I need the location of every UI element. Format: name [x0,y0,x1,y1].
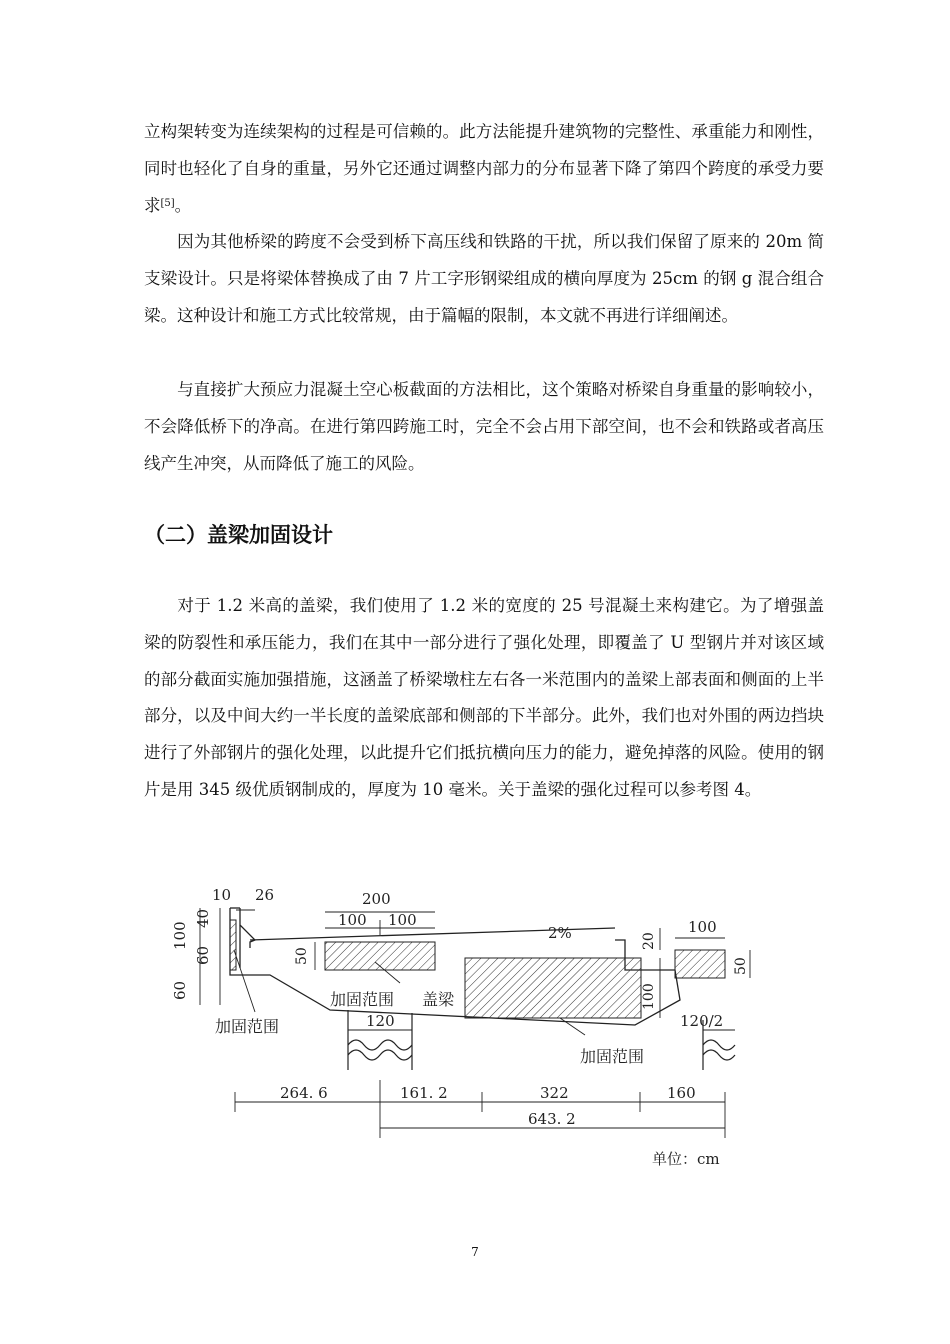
dim-100-left: 100 [171,921,189,950]
dim-10: 10 [212,886,232,904]
section-heading: （二）盖梁加固设计 [144,523,333,547]
label-cap-beam: 盖梁 [422,990,455,1009]
dim-120: 120 [366,1012,395,1030]
dim-100-b: 100 [388,911,417,929]
dim-161: 161. 2 [400,1084,448,1102]
reinforce-right-block [675,950,725,978]
dim-40: 40 [194,908,212,928]
dim-100-mid: 100 [641,983,657,1010]
label-reinforce-bottom: 加固范围 [580,1047,645,1066]
label-unit: 单位：cm [652,1150,720,1168]
dim-26: 26 [255,886,275,904]
paragraph-1: 立构架转变为连续架构的过程是可信赖的。此方法能提升建筑物的完整性、承重能力和刚性，同时也轻化了自身的重量，另外它还通过调整内部力的分布显著下降了第四个跨度的承受力要求[5]。 [144,122,824,215]
dim-264: 264. 6 [280,1084,328,1102]
dim-643: 643. 2 [528,1110,576,1128]
dim-60-b: 60 [171,980,189,1000]
dim-2pct: 2% [548,924,572,942]
label-reinforce-left: 加固范围 [215,1017,280,1036]
paragraph-2: 因为其他桥梁的跨度不会受到桥下高压线和铁路的干扰，所以我们保留了原来的 20m 简支梁设计。只是将梁体替换成了由 7 片工字形钢梁组成的横向厚度为 25cm 的钢 g 混合组合梁。这种设计和施工方式比较常规，由于篇幅的限制，本文就不再进行详细阐述。 [144,232,824,325]
dim-50: 50 [294,947,310,965]
dim-322: 322 [540,1084,569,1102]
dim-60: 60 [194,945,212,965]
paragraph-4: 对于 1.2 米高的盖梁，我们使用了 1.2 米的宽度的 25 号混凝土来构建它。为了增强盖梁的防裂性和承压能力，我们在其中一部分进行了强化处理，即覆盖了 U 型钢片并对该区域的部分截面实施加强措施，这涵盖了桥梁墩柱左右各一米范围内的盖梁上部表面和侧面的上半部分，以及中间大约一半长度的盖梁底部和侧部的下半部分。此外，我们也对外围的两边挡块进行了外部钢片的强化处理，以此提升它们抵抗横向压力的能力，避免掉落的风险。使用的钢片是用 345 级优质钢制成的，厚度为 10 毫米。关于盖梁的强化过程可以参考图 4。 [144,596,824,799]
dim-200: 200 [362,890,391,908]
dim-160: 160 [667,1084,696,1102]
page-number: 7 [471,1245,479,1259]
dimension-lines [200,908,750,1138]
piers [348,1010,735,1070]
reinforce-middle [465,958,641,1018]
dim-120-2: 120/2 [680,1012,724,1030]
citation-ref: [5] [160,197,175,209]
dim-20: 20 [641,932,657,950]
label-reinforce-top: 加固范围 [330,990,395,1009]
reinforce-left-block [230,920,236,970]
dim-100-right: 100 [688,918,717,936]
dim-50-right: 50 [733,957,749,975]
dim-100-a: 100 [338,911,367,929]
cap-beam-reinforcement-figure [160,880,760,1180]
paragraph-3: 与直接扩大预应力混凝土空心板截面的方法相比，这个策略对桥梁自身重量的影响较小，不会降低桥下的净高。在进行第四跨施工时，完全不会占用下部空间，也不会和铁路或者高压线产生冲突，从而降低了施工的风险。 [144,380,824,473]
